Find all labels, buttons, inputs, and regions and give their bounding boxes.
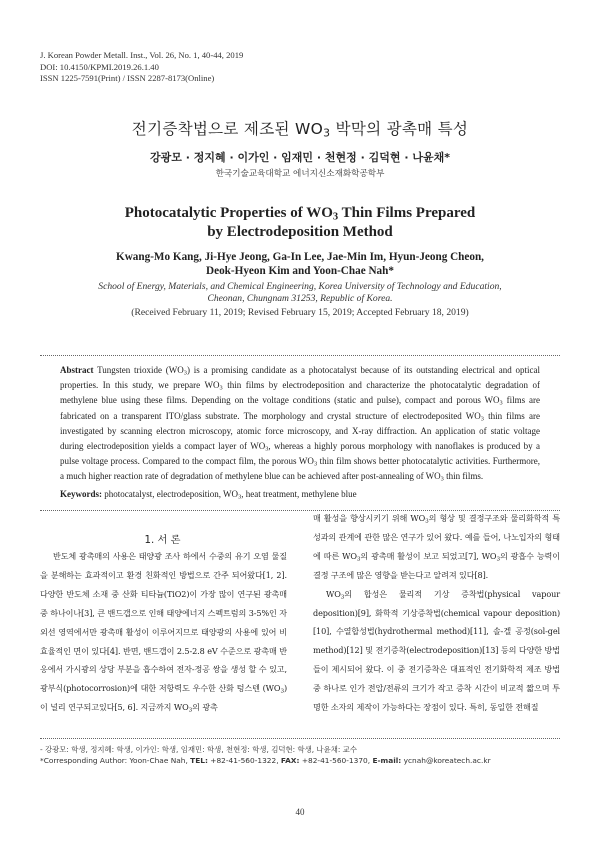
abstract-label: Abstract bbox=[60, 365, 94, 375]
english-affiliation: School of Energy, Materials, and Chemical Engineering, Korea University of Technology and Education, Cheonan, Chungnam 31253, Republic of Korea. bbox=[98, 281, 502, 304]
english-title: Photocatalytic Properties of $WO_3$ Thin Films Prepared by Electrodeposition Method bbox=[124, 205, 476, 240]
corresponding-author-footnote: *Corresponding Author: Yoon-Chae Nah, TEL: +82-41-560-1322, FAX: +82-41-560-1370, E-mail: ycnah@koreatech.ac.kr bbox=[40, 756, 491, 765]
paragraph: $WO_3$의 합성은 물리적 기상 증착법(physical vapour deposition)[9], 화학적 기상증착법(chemical vapour deposition) [10], 수열합성법(hydrothermal method)[11], 솔-겔 공정(sol-gel method)[12] 및 전기증착(electrodeposition)[13] 등의 다양한 방법들이 제시되어 왔다. 이 중 전기증착은 대표적인 전기화학적 제조 방법 중 하나로 인가 전압/전류의 크기가 작고 증착 시간이 비교적 짧으며 투명한 소자의 제작이 가능하다는 장점이 있다. 특히, 동일한 전해질 bbox=[313, 588, 560, 713]
korean-affiliation: 한국기술교육대학교 에너지신소재화학공학부 bbox=[215, 169, 385, 179]
email-link[interactable]: ycnah@koreatech.ac.kr bbox=[401, 756, 491, 765]
received-dates: (Received February 11, 2019; Revised February 15, 2019; Accepted February 18, 2019) bbox=[131, 307, 469, 318]
korean-authors: 강광모 · 정지혜 · 이가인 · 임재민 · 천현정 · 김덕현 · 나윤채* bbox=[150, 151, 450, 164]
english-authors: Kwang-Mo Kang, Ji-Hye Jeong, Ga-In Lee, Jae-Min Im, Hyun-Jeong Cheon, Deok-Hyeon Kim and Yoon-Chae Nah* bbox=[116, 251, 484, 277]
footnotes bbox=[40, 744, 560, 766]
paragraph: 반도체 광촉매의 사용은 태양광 조사 하에서 수중의 유기 오염 물질을 분해하는 효과적이고 환경 친화적인 방법으로 간주 되어왔다[1, 2]. 다양한 반도체 소재 중 산화 티타늄(TiO2)이 가장 많이 연구된 광촉매 중 하나이나[3], 큰 밴드갭으로 인해 태양에너지 스펙트럼의 3-5%인 자외선 영역에서만 광촉매 활성이 이루어지므로 태양광의 사용에 있어 비효율적인 면이 있다[4]. 반면, 밴드갭이 2.5-2.8 eV 수준으로 광촉매 반응에서 가시광의 상당 부분을 흡수하여 전자-정공 쌍을 생성 할 수 있고, 광부식(photocorrosion)에 대한 저항력도 우수한 산화 텅스텐 $(WO_3)$이 널리 연구되고있다[5, 6]. 지금까지 $WO_3$의 광촉 bbox=[40, 551, 287, 714]
author-roles-footnote: - 강광모: 학생, 정지혜: 학생, 이가인: 학생, 임재민: 학생, 천현정: 학생, 김덕현: 학생, 나윤채: 교수 bbox=[40, 745, 357, 754]
keywords: Keywords: photocatalyst, electrodeposition, $WO_3$, heat treatment, methylene blue bbox=[60, 489, 357, 501]
abstract-top-divider bbox=[40, 355, 560, 356]
paragraph: 매 활성을 향상시키기 위해 $WO_3$의 형상 및 결정구조와 물리화학적 특성과의 관계에 관한 많은 연구가 있어 왔다. 예를 들어, 나노입자의 형태에 따른 $WO_3$의 광촉매 활성이 보고 되었고[7], $WO_3$의 광흡수 능력이 결정 구조에 많은 영향을 받는다고 알려져 있다[8]. bbox=[313, 513, 560, 580]
page-number: 40 bbox=[295, 807, 305, 817]
abstract: Abstract Tungsten trioxide $(WO_3)$ is a promising candidate as a photocatalyst because of its outstanding electrical and optical properties. In this study, we prepare $WO_3$ thin films by electrodeposition and characterize the photocatalytic degradation of methylene blue using these films. Depending on the voltage conditions (static and pulse), compact and porous $WO_3$ films are fabricated on a transparent ITO/glass substrate. The morphology and crystal structure of electrodeposited $WO_3$ thin films are investigated by scanning electron microscopy, atomic force microscopy, and X-ray diffraction. An application of static voltage during electrodeposition yields a compact layer of $WO_3$, whereas a highly porous morphology with nanoflakes is produced by a pulse voltage process. Compared to the compact film, the porous $WO_3$ thin film shows better photocatalytic activities. Furthermore, a much higher reaction rate of degradation of methylene blue can be achieved after post-annealing of $WO_3$ thin films. bbox=[60, 365, 541, 483]
journal-line: J. Korean Powder Metall. Inst., Vol. 26, No. 1, 40-44, 2019 bbox=[40, 50, 244, 60]
right-column bbox=[313, 509, 560, 717]
journal-meta bbox=[40, 50, 243, 85]
footnote-divider bbox=[40, 738, 560, 739]
section-heading-introduction: 1. 서 론 bbox=[144, 535, 181, 546]
keywords-label: Keywords: bbox=[60, 489, 102, 499]
left-column bbox=[40, 547, 287, 717]
korean-title: 전기증착법으로 제조된 $WO_3$ 박막의 광촉매 특성 bbox=[131, 120, 469, 140]
issn-line: ISSN 1225-7591(Print) / ISSN 2287-8173(Online) bbox=[40, 73, 215, 83]
doi-line: DOI: 10.4150/KPMI.2019.26.1.40 bbox=[40, 61, 159, 72]
